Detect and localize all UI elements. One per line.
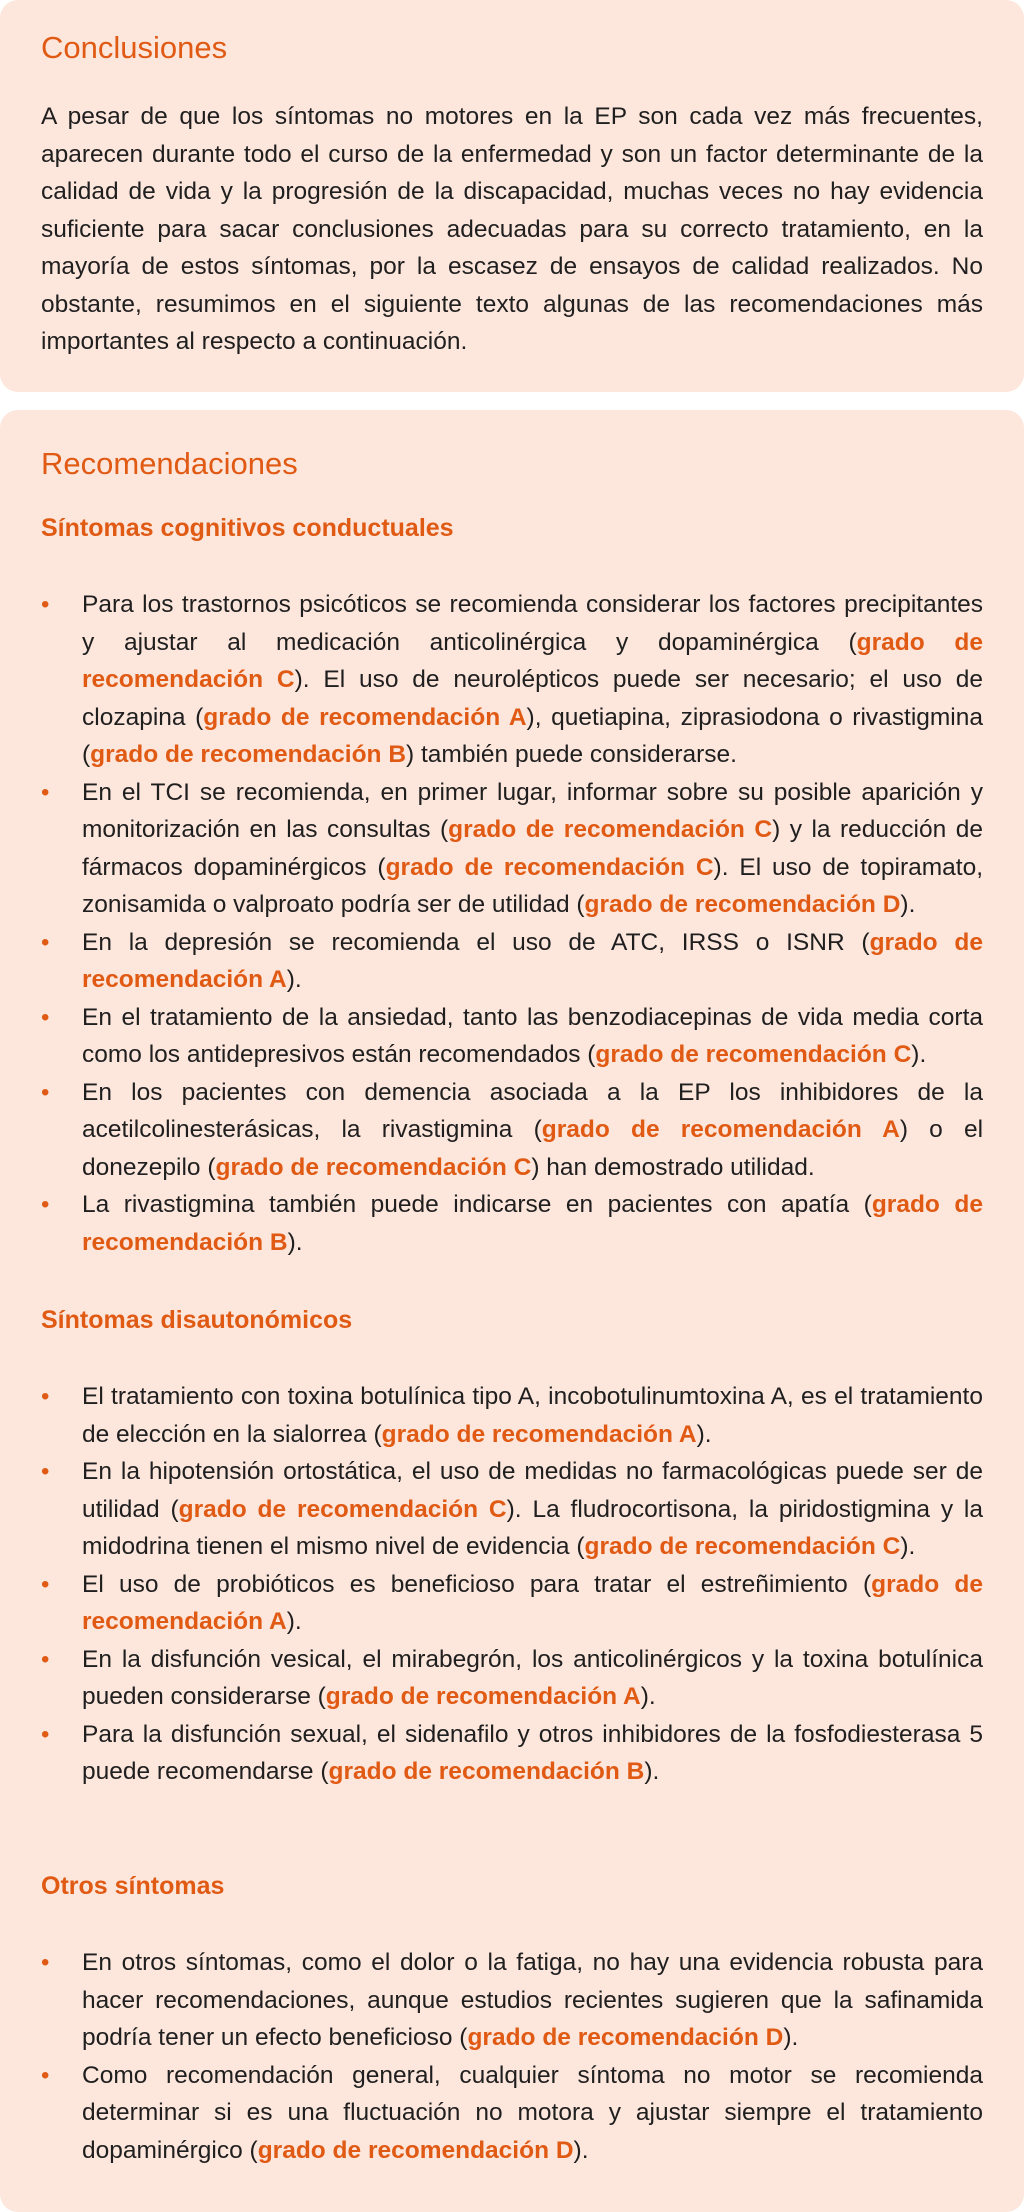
bullet-icon: •	[41, 2061, 50, 2089]
item-text: ). La fludrocortisona, la piridostigmina y la midodrina tienen el mismo nivel de evidencia (	[82, 1495, 983, 1560]
list-item	[41, 586, 983, 774]
item-text: ) han demostrado utilidad.	[531, 1153, 815, 1181]
item-text: ).	[900, 1533, 916, 1560]
recommendations-list-otros	[41, 1944, 983, 2169]
recommendation-grade: grado de recomendación C	[448, 816, 773, 843]
list-item	[41, 1378, 983, 1453]
item-text: ) también puede considerarse.	[406, 741, 737, 768]
recommendation-grade: grado de recomendación C	[385, 853, 714, 881]
recommendation-grade: grado de recomendación A	[325, 1683, 641, 1710]
recomendaciones-box	[0, 410, 1024, 2212]
item-text: ). El uso de neurolépticos puede ser necesario; el uso de clozapina (	[82, 666, 983, 731]
item-text: ).	[640, 1683, 656, 1710]
item-text: En otros síntomas, como el dolor o la fatiga, no hay una evidencia robusta para hacer recomendaciones, aunque estudios recientes sugieren que la safinamida podría tener un efecto beneficioso (	[82, 1949, 983, 2051]
recommendations-list-cognitivos	[41, 586, 983, 1261]
recommendation-grade: grado de recomendación C	[584, 1533, 901, 1560]
recommendation-grade: grado de recomendación B	[82, 1191, 983, 1256]
item-text: Para los trastornos psicóticos se recomienda considerar los factores precipitantes y ajustar al medicación anticolinérgica y dopaminérgica (	[82, 591, 983, 656]
recommendation-grade: grado de recomendación A	[82, 1570, 983, 1635]
list-item	[41, 1716, 983, 1791]
item-text: En la hipotensión ortostática, el uso de medidas no farmacológicas puede ser de utilidad (	[82, 1458, 983, 1523]
bullet-icon: •	[41, 1383, 50, 1410]
item-text: En la disfunción vesical, el mirabegrón, los anticolinérgicos y la toxina botulínica pueden considerarse (	[82, 1645, 983, 1710]
recommendation-grade: grado de recomendación A	[82, 928, 983, 993]
list-item	[41, 1641, 983, 1716]
list-item	[41, 1566, 983, 1641]
item-text: ), quetiapina, ziprasiodona o rivastigmina (	[82, 703, 983, 768]
item-text: La rivastigmina también puede indicarse en pacientes con apatía (	[82, 1191, 872, 1218]
recommendation-grade: grado de recomendación B	[90, 741, 407, 768]
recommendation-grade: grado de recomendación C	[178, 1495, 507, 1523]
item-text: Como recomendación general, cualquier síntoma no motor se recomienda determinar si es una fluctuación no motora y ajustar siempre el tratamiento dopaminérgico (	[82, 2061, 983, 2164]
section-heading-otros: Otros síntomas	[41, 1872, 225, 1900]
item-text: En el TCI se recomienda, en primer lugar, informar sobre su posible aparición y monitorización en las consultas (	[82, 778, 983, 843]
conclusiones-text: A pesar de que los síntomas no motores en la EP son cada vez más frecuentes, aparecen durante todo el curso de la enfermedad y son un factor determinante de la calidad de vida y la progresión de la discapacidad, muchas veces no hay evidencia suficiente para sacar conclusiones adecuadas para su correcto tratamiento, en la mayoría de estos síntomas, por la escasez de ensayos de calidad realizados. No obstante, resumimos en el siguiente texto algunas de las recomendaciones más importantes al respecto a continuación.	[41, 103, 983, 355]
section-heading-cognitivos: Síntomas cognitivos conductuales	[41, 514, 454, 542]
list-item	[41, 2057, 983, 2170]
recommendations-list-disautonomicos	[41, 1378, 983, 1791]
list-item	[41, 1186, 983, 1261]
recomendaciones-title: Recomendaciones	[41, 446, 298, 481]
list-item	[41, 1453, 983, 1566]
item-text: ) y la reducción de fármacos dopaminérgicos (	[82, 816, 983, 881]
item-text: En los pacientes con demencia asociada a la EP los inhibidores de la acetilcolinesterásicas, la rivastigmina (	[82, 1078, 983, 1143]
recommendation-grade: grado de recomendación C	[82, 628, 983, 693]
item-text: ).	[900, 891, 916, 918]
bullet-icon: •	[41, 1003, 50, 1031]
bullet-icon: •	[41, 928, 50, 956]
recommendation-grade: grado de recomendación D	[584, 891, 901, 918]
list-item	[41, 1944, 983, 2057]
item-text: ).	[911, 1041, 927, 1068]
list-item	[41, 999, 983, 1074]
item-text: El tratamiento con toxina botulínica tipo A, incobotulinumtoxina A, es el tratamiento de elección en la sialorrea (	[82, 1383, 983, 1448]
bullet-icon: •	[41, 1645, 50, 1673]
item-text: El uso de probióticos es beneficioso para tratar el estreñimiento (	[82, 1570, 872, 1598]
bullet-icon: •	[41, 591, 50, 618]
bullet-icon: •	[41, 1570, 50, 1598]
recommendation-grade: grado de recomendación A	[381, 1420, 697, 1448]
recommendation-grade: grado de recomendación A	[203, 703, 527, 731]
item-text: ).	[287, 1228, 303, 1256]
item-text: En el tratamiento de la ansiedad, tanto las benzodiacepinas de vida media corta como los antidepresivos están recomendados (	[82, 1003, 983, 1068]
recommendation-grade: grado de recomendación A	[541, 1116, 900, 1143]
list-item	[41, 1074, 983, 1187]
recommendation-grade: grado de recomendación B	[328, 1758, 645, 1785]
conclusiones-title: Conclusiones	[41, 30, 228, 65]
item-text: En la depresión se recomienda el uso de ATC, IRSS o ISNR (	[82, 928, 870, 956]
list-item	[41, 774, 983, 924]
bullet-icon: •	[41, 1191, 50, 1218]
recommendation-grade: grado de recomendación C	[215, 1153, 532, 1181]
bullet-icon: •	[41, 778, 50, 806]
recommendation-grade: grado de recomendación D	[257, 2136, 574, 2164]
bullet-icon: •	[41, 1078, 50, 1106]
item-text: ).	[573, 2136, 589, 2164]
bullet-icon: •	[41, 1720, 50, 1748]
list-item	[41, 924, 983, 999]
bullet-icon: •	[41, 1949, 50, 1976]
item-text: ) o el donezepilo (	[82, 1116, 984, 1181]
recommendation-grade: grado de recomendación D	[467, 2024, 784, 2051]
item-text: ).	[696, 1420, 712, 1448]
item-text: Para la disfunción sexual, el sidenafilo y otros inhibidores de la fosfodiesterasa 5 puede recomendarse (	[82, 1720, 983, 1785]
item-text: ).	[286, 966, 302, 993]
item-text: ).	[783, 2024, 799, 2051]
item-text: ).	[644, 1758, 660, 1785]
bullet-icon: •	[41, 1458, 50, 1485]
item-text: ).	[286, 1608, 302, 1635]
recommendation-grade: grado de recomendación C	[595, 1041, 912, 1068]
section-heading-disautonomicos: Síntomas disautonómicos	[41, 1306, 353, 1334]
item-text: ). El uso de topiramato, zonisamida o valproato podría ser de utilidad (	[82, 853, 983, 918]
conclusiones-box	[0, 0, 1024, 392]
